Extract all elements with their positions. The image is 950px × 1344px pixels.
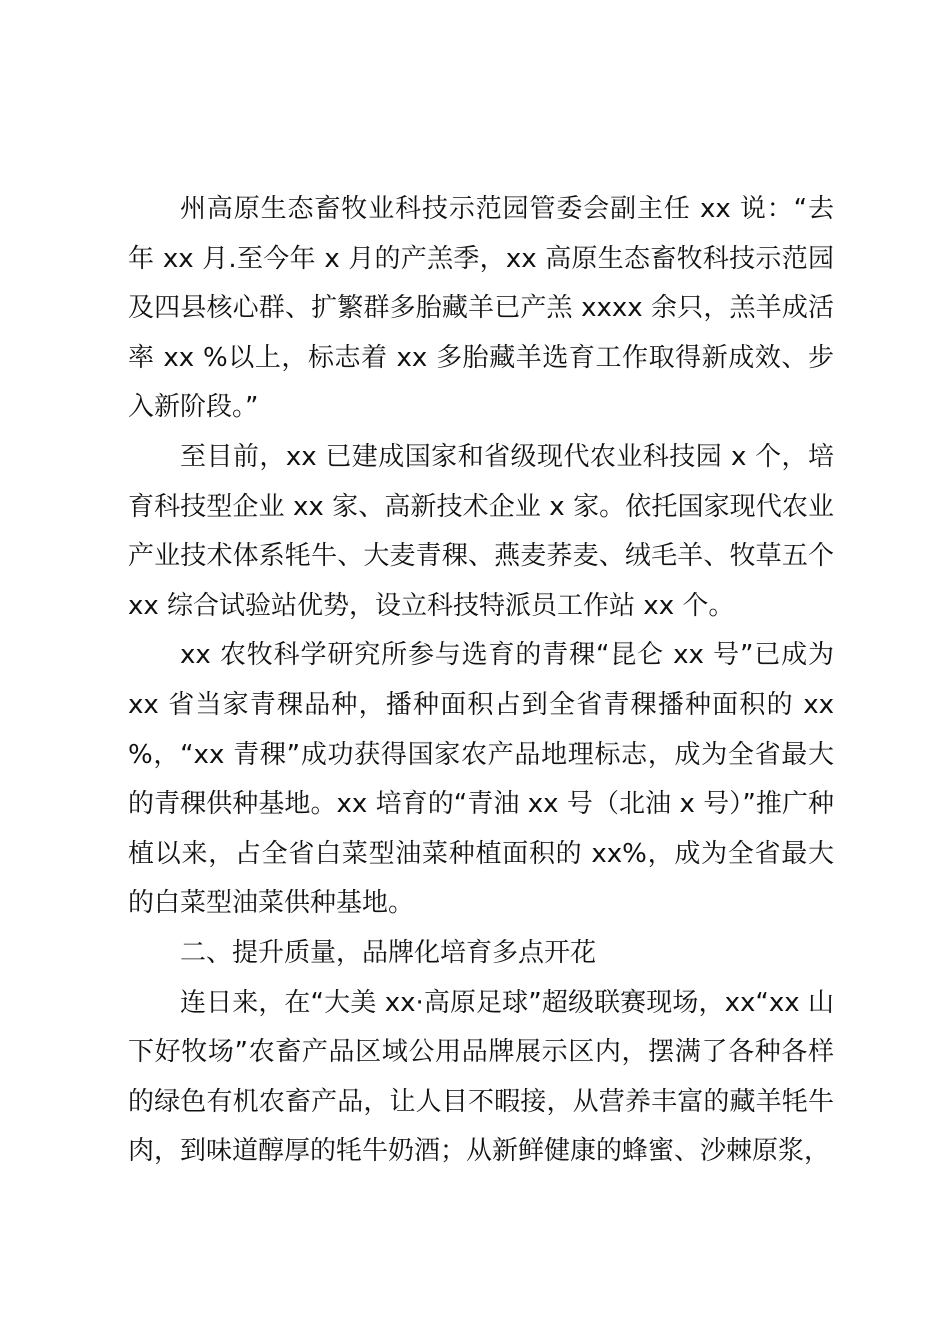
paragraph-tech-parks: 至目前，xx 已建成国家和省级现代农业科技园 x 个，培育科技型企业 xx 家、高新技术企业 x 家。依托国家现代农业产业技术体系牦牛、大麦青稞、燕麦荞麦、绒毛羊、牧草五个 xx 综合试验站优势，设立科技特派员工作站 xx 个。 xyxy=(128,441,834,621)
document-body xyxy=(128,185,834,1177)
paragraph-brand-showcase: 连日来，在“大美 xx·高原足球”超级联赛现场，xx“xx 山下好牧场”农畜产品区域公用品牌展示区内，摆满了各种各样的绿色有机农畜产品，让人目不暇接，从营养丰富的藏羊牦牛肉，到味道醇厚的牦牛奶酒；从新鲜健康的蜂蜜、沙棘原浆， xyxy=(128,987,834,1167)
paragraph-livestock-report: 州高原生态畜牧业科技示范园管委会副主任 xx 说：“去年 xx 月.至今年 x 月的产羔季，xx 高原生态畜牧科技示范园及四县核心群、扩繁群多胎藏羊已产羔 xxxx 余只，羔羊成活率 xx %以上，标志着 xx 多胎藏羊选育工作取得新成效、步入新阶段。” xyxy=(128,194,834,423)
paragraph-highland-barley: xx 农牧科学研究所参与选育的青稞“昆仑 xx 号”已成为 xx 省当家青稞品种，播种面积占到全省青稞播种面积的 xx %，“xx 青稞”成功获得国家农产品地理标志，成为全省最大的青稞供种基地。xx 培育的“青油 xx 号（北油 x 号）”推广种植以来，占全省白菜型油菜种植面积的 xx%，成为全省最大的白菜型油菜供种基地。 xyxy=(128,640,834,919)
section-heading: 二、提升质量，品牌化培育多点开花 xyxy=(180,937,597,968)
